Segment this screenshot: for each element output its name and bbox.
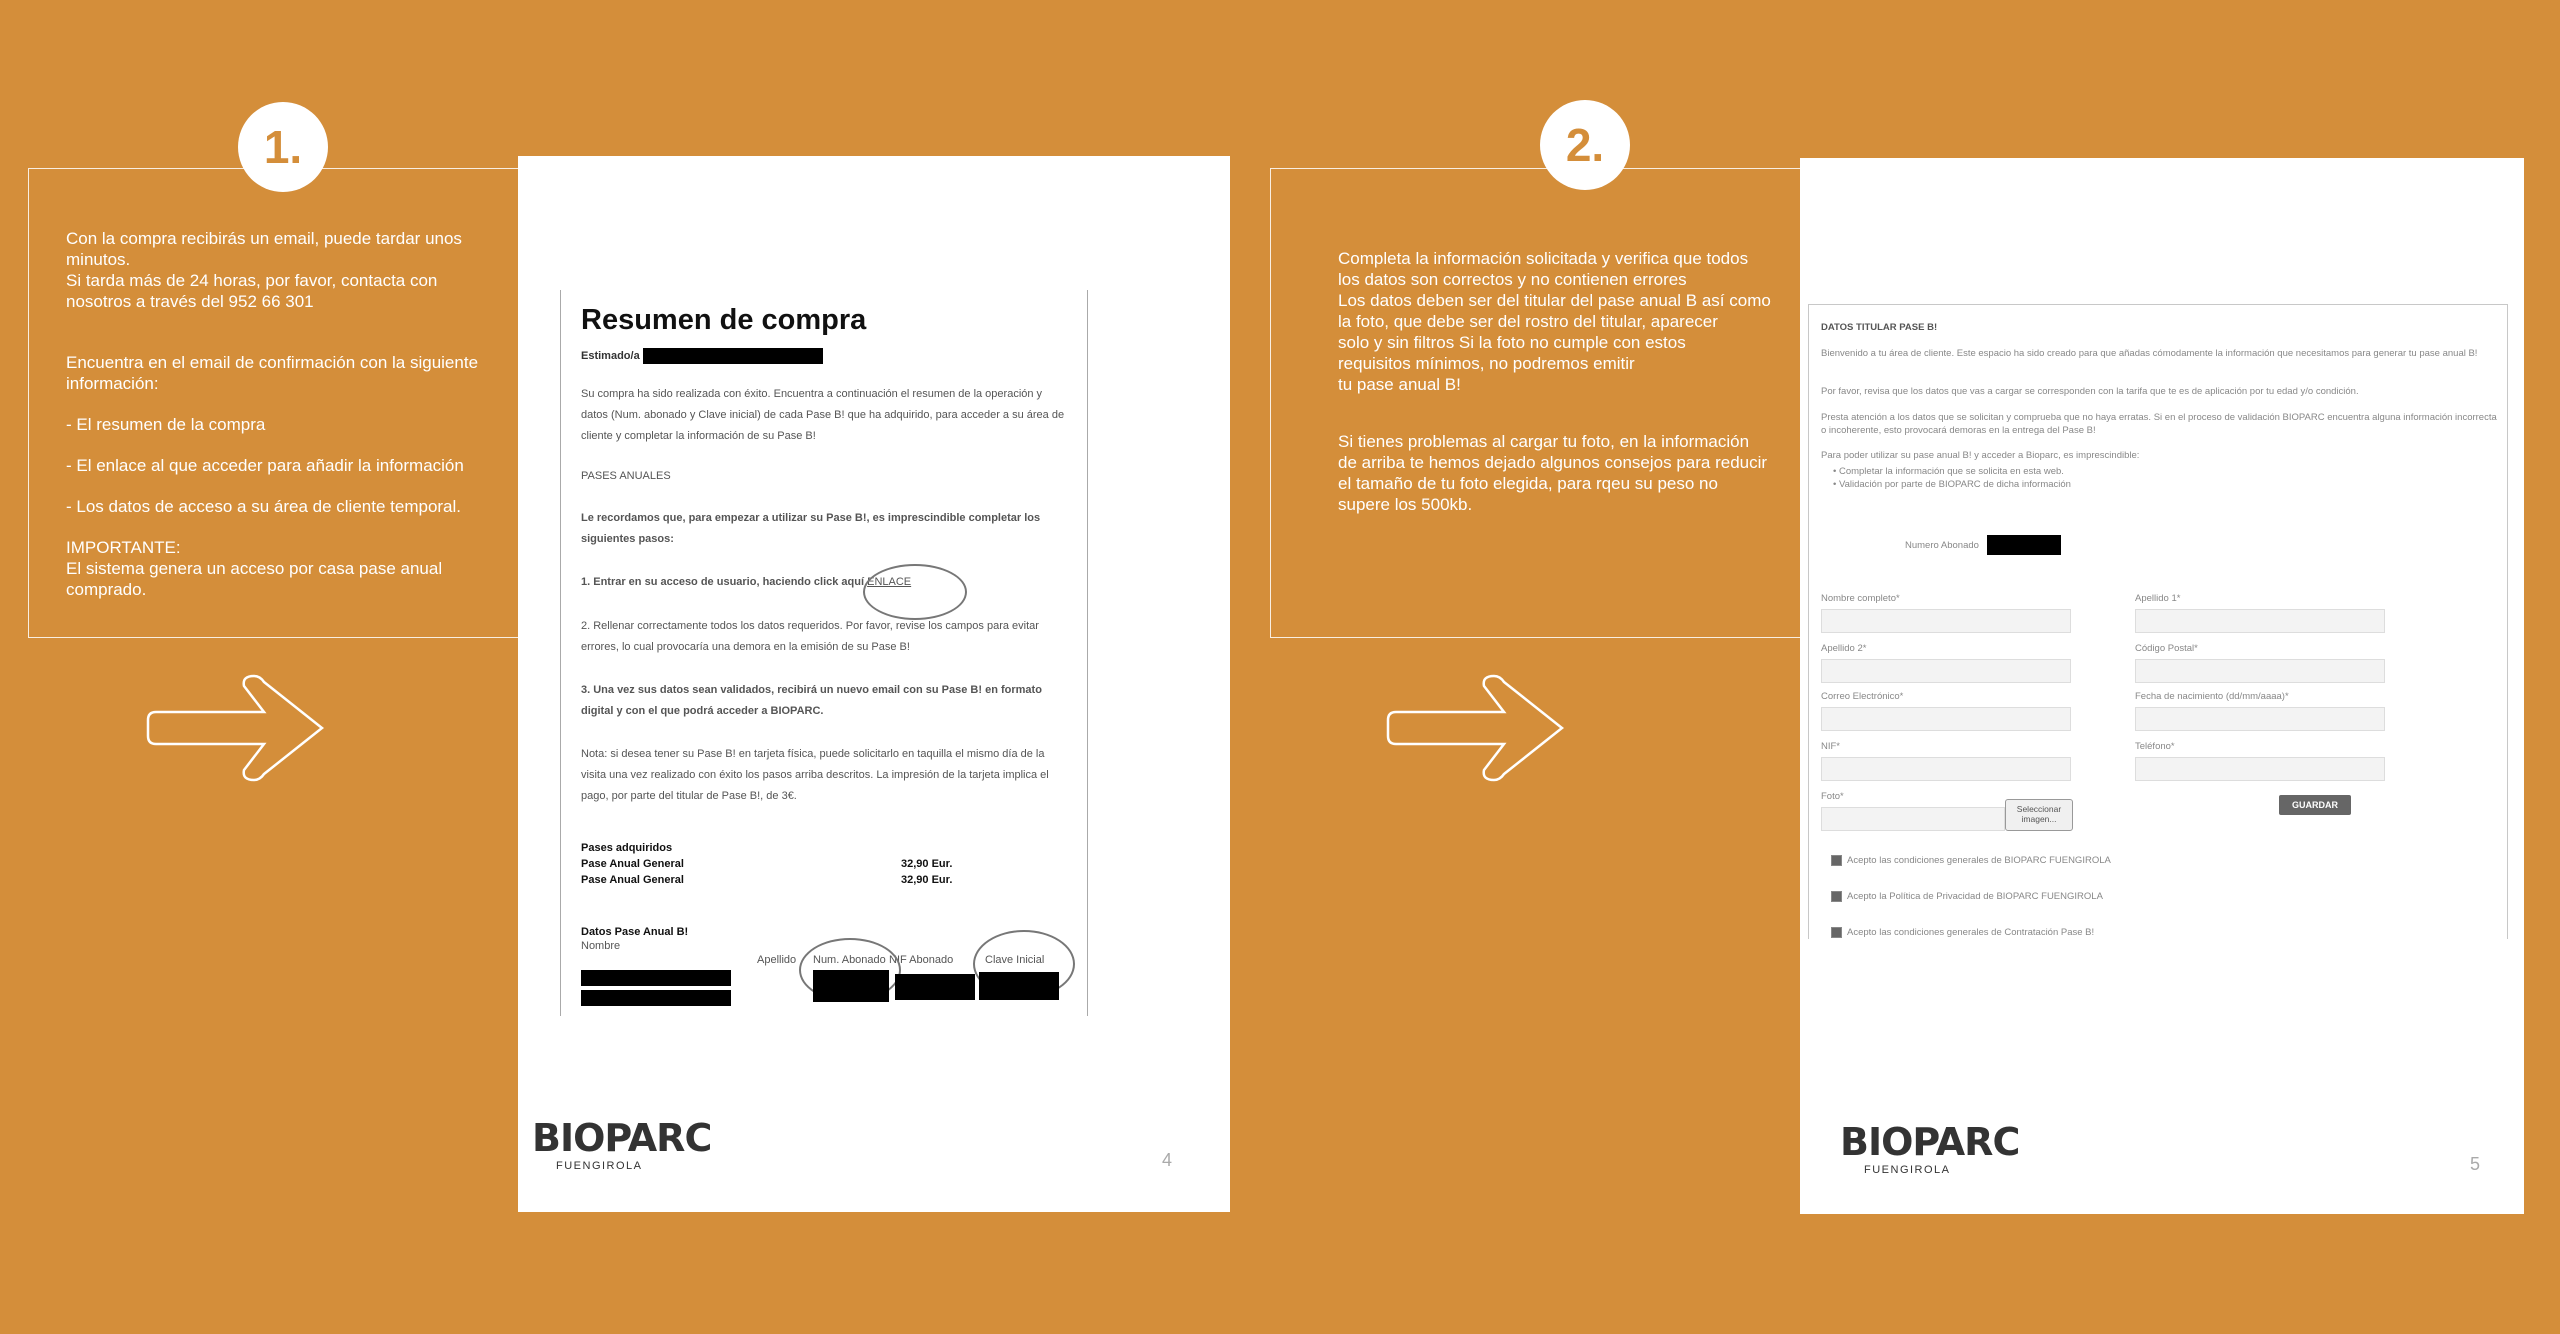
redacted-abonado-number	[1987, 535, 2061, 555]
page-number: 4	[1162, 1150, 1173, 1170]
logo-text: BIOPARC	[532, 1116, 712, 1160]
redacted-row-2	[581, 990, 731, 1006]
pass-name-2: Pase Anual General	[581, 874, 684, 886]
logo-subtext: FUENGIROLA	[1864, 1164, 1951, 1176]
email-input[interactable]	[1821, 707, 2071, 731]
label-telefono: Teléfono*	[2135, 741, 2175, 752]
step2-badge: 2.	[1540, 100, 1630, 190]
label-apellido2: Apellido 2*	[1821, 643, 1867, 654]
label-foto: Foto*	[1821, 791, 1844, 802]
section-label: PASES ANUALES	[581, 470, 671, 482]
summary-title: Resumen de compra	[581, 304, 867, 336]
col-nombre: Nombre	[581, 940, 621, 952]
step2-line: 2. Rellenar correctamente todos los datos requeridos. Por favor, revise los campos para evitar errores, lo cual provocaría una demora en la emisión de su Pase B!	[581, 620, 1039, 653]
photo-input[interactable]	[1821, 807, 2005, 831]
apellido2-input[interactable]	[1821, 659, 2071, 683]
checkbox-privacy-policy[interactable]: Acepto la Política de Privacidad de BIOPARC FUENGIROLA	[1831, 891, 2103, 902]
step1-para-link: - El enlace al que acceder para añadir la información	[66, 456, 464, 475]
step1-para-email: Con la compra recibirás un email, puede tardar unos minutos. Si tarda más de 24 horas, por favor, contacta con nosotros a través del 952 66 301	[66, 229, 462, 311]
checkbox-general-conditions[interactable]: Acepto las condiciones generales de BIOPARC FUENGIROLA	[1831, 855, 2111, 866]
enlace-highlight-circle	[863, 564, 967, 620]
apellido1-input[interactable]	[2135, 609, 2385, 633]
pass-price-2: 32,90 Eur.	[901, 874, 953, 886]
pass-price-1: 32,90 Eur.	[901, 858, 953, 870]
note-text: Nota: si desea tener su Pase B! en tarjeta física, puede solicitarlo en taquilla el mismo día de la visita una vez realizado con éxito los pasos arriba descritos. La impresión de la tarjeta implica el pago, por parte del titular de Pase B!, de 3€.	[581, 748, 1049, 802]
redacted-row-1	[581, 970, 731, 986]
form-intro-1: Bienvenido a tu área de cliente. Este espacio ha sido creado para que añadas cómodamente la información que necesitamos para generar tu pase anual B!	[1821, 348, 2478, 359]
col-apellido: Apellido	[757, 954, 797, 966]
step1-para-summary: - El resumen de la compra	[66, 415, 266, 434]
form-title: DATOS TITULAR PASE B!	[1821, 322, 1938, 333]
passes-header: Pases adquiridos	[581, 842, 673, 854]
client-area-form-screenshot	[1808, 304, 2508, 939]
page-number: 5	[2470, 1154, 2481, 1174]
step1-para-important: IMPORTANTE: El sistema genera un acceso por casa pase anual comprado.	[66, 538, 443, 599]
step1-para-find: Encuentra en el email de confirmación con la siguiente información:	[66, 353, 479, 393]
data-header: Datos Pase Anual B!	[581, 926, 689, 938]
document-page-5	[1800, 158, 2524, 1214]
col-clave: Clave Inicial	[985, 954, 1045, 966]
redacted-abonado	[813, 970, 889, 1002]
label-nombre: Nombre completo*	[1821, 593, 1900, 604]
pass-name-1: Pase Anual General	[581, 858, 684, 870]
step1-line: 1. Entrar en su acceso de usuario, haciendo click aquí	[581, 576, 865, 588]
label-cp: Código Postal*	[2135, 643, 2198, 654]
label-nif: NIF*	[1821, 741, 1840, 752]
postal-code-input[interactable]	[2135, 659, 2385, 683]
step1-para-access: - Los datos de acceso a su área de cliente temporal.	[66, 497, 462, 516]
label-fecha: Fecha de nacimiento (dd/mm/aaaa)*	[2135, 691, 2289, 702]
step1-text	[66, 228, 516, 620]
logo-subtext: FUENGIROLA	[556, 1160, 643, 1172]
bioparc-logo	[532, 1116, 711, 1172]
step2-text	[1338, 248, 1798, 535]
step2-para-photo: Si tienes problemas al cargar tu foto, en la información de arriba te hemos dejado algunos consejos para reducir el tamaño de tu foto elegida, para rqeu su peso no supere los 500kb.	[1338, 432, 1768, 514]
logo-text: BIOPARC	[1840, 1120, 2020, 1164]
document-page-4	[518, 156, 1230, 1212]
form-intro-4: Para poder utilizar su pase anual B! y acceder a Bioparc, es imprescindible:	[1821, 450, 2140, 461]
birthdate-input[interactable]	[2135, 707, 2385, 731]
abonado-label: Numero Abonado	[1905, 540, 1979, 551]
form-intro-3: Presta atención a los datos que se solicitan y comprueba que no haya erratas. Si en el proceso de validación BIOPARC encuentra alguna información incorrecta o incoherente, esto provocará demoras en la entrega del Pase B!	[1821, 412, 2497, 436]
checkbox-contract-conditions[interactable]: Acepto las condiciones generales de Contratación Pase B!	[1831, 927, 2094, 938]
arrow-right-icon	[1386, 672, 1576, 784]
step1-badge: 1.	[238, 102, 328, 192]
redacted-clave	[979, 972, 1059, 1000]
label-apellido1: Apellido 1*	[2135, 593, 2181, 604]
intro-text: Su compra ha sido realizada con éxito. Encuentra a continuación el resumen de la operación y datos (Num. abonado y Clave inicial) de cada Pase B! que ha adquirido, para acceder a su área de cliente y completar la información de su Pase B!	[581, 388, 1065, 442]
label-email: Correo Electrónico*	[1821, 691, 1904, 702]
email-summary-screenshot	[560, 290, 1088, 1016]
reminder-text: Le recordamos que, para empezar a utilizar su Pase B!, es imprescindible completar los siguientes pasos:	[581, 512, 1041, 545]
form-bullet-2: • Validación por parte de BIOPARC de dicha información	[1833, 479, 2071, 490]
greeting: Estimado/a	[581, 350, 640, 362]
form-bullet-1: • Completar la información que se solicita en esta web.	[1833, 466, 2064, 477]
enlace-link[interactable]: ENLACE	[867, 576, 912, 588]
nif-input[interactable]	[1821, 757, 2071, 781]
select-image-button[interactable]: Seleccionar imagen...	[2005, 799, 2073, 831]
col-nif: NIF Abonado	[889, 954, 954, 966]
redacted-name	[643, 348, 823, 364]
redacted-nif	[895, 974, 975, 1000]
save-button[interactable]: GUARDAR	[2279, 795, 2351, 815]
step3-line: 3. Una vez sus datos sean validados, recibirá un nuevo email con su Pase B! en formato digital y con el que podrá acceder a BIOPARC.	[581, 684, 1042, 717]
arrow-right-icon	[146, 672, 336, 784]
phone-input[interactable]	[2135, 757, 2385, 781]
nombre-input[interactable]	[1821, 609, 2071, 633]
form-intro-2: Por favor, revisa que los datos que vas a cargar se corresponden con la tarifa que te es de aplicación por tu edad y/o condición.	[1821, 386, 2359, 397]
step2-para-complete: Completa la información solicitada y verifica que todos los datos son correctos y no contienen errores Los datos deben ser del titular del pase anual B así como la foto, que debe ser del rostro del titular, aparecer solo y sin filtros Si la foto no cumple con estos requisitos mínimos, no podremos emitir tu pase anual B!	[1338, 249, 1771, 394]
col-num-abonado: Num. Abonado	[813, 954, 886, 966]
bioparc-logo	[1840, 1120, 2019, 1176]
